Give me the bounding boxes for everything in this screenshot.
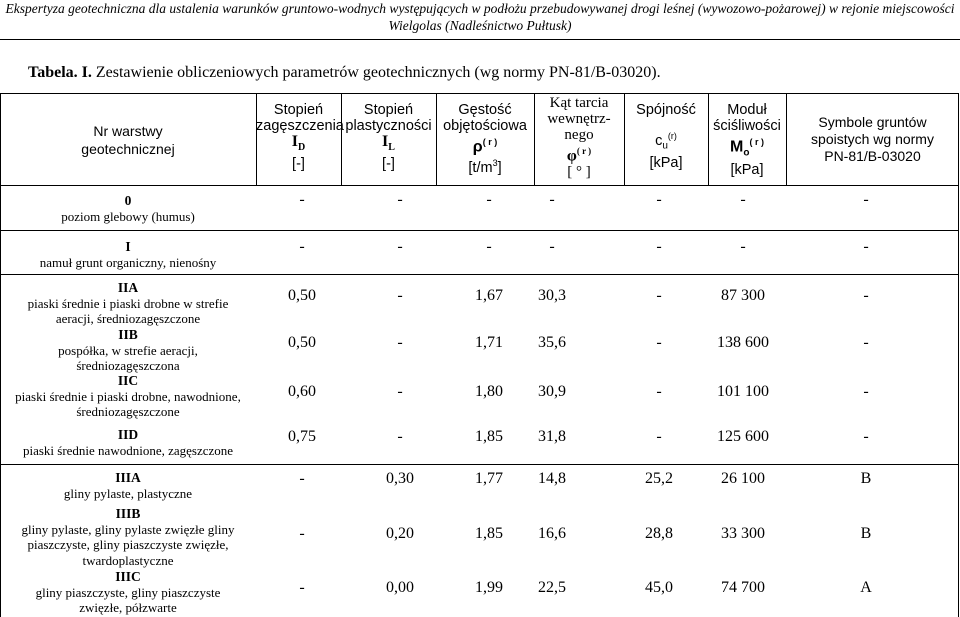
caption-label: Tabela. I. — [28, 64, 92, 81]
value-cell: - — [863, 428, 869, 445]
value-cell: - — [863, 383, 869, 400]
value-cell: - — [656, 428, 662, 445]
row-rule — [0, 230, 959, 231]
row-rule — [0, 274, 959, 275]
value-cell: - — [299, 238, 305, 255]
column-header-cohesion: Spójność $c_u^{(r)}$ [kPa] — [636, 102, 696, 171]
value-cell: 1,85 — [475, 428, 503, 445]
value-cell: - — [486, 238, 492, 255]
value-cell: A — [860, 579, 872, 596]
table-top-rule — [0, 93, 959, 94]
value-cell: - — [397, 287, 403, 304]
column-header-soil-symbols: Symbole gruntów spoistych wg normy PN-81/B-03020 — [811, 114, 934, 164]
header-line-1: Ekspertyza geotechniczna dla ustalenia warunków gruntowo-wodnych występujących w podłożu przebudowywanej drogi leśnej (wywozowo-pożarowej) w rejonie miejscowości — [5, 1, 955, 16]
value-cell: 1,99 — [475, 579, 503, 596]
value-cell: - — [549, 191, 555, 208]
document-header — [0, 0, 960, 34]
layer-cell-I: I namuł grunt organiczny, nienośny — [39, 239, 217, 270]
value-cell: 0,20 — [386, 525, 414, 542]
value-cell: 1,67 — [475, 287, 503, 304]
layer-cell-IIB: IIB pospółka, w strefie aeracji, średniozagęszczona — [58, 327, 198, 373]
value-cell: - — [863, 191, 869, 208]
value-cell: - — [656, 334, 662, 351]
value-cell: 1,71 — [475, 334, 503, 351]
value-cell: - — [397, 428, 403, 445]
value-cell: 45,0 — [645, 579, 673, 596]
value-cell: - — [486, 191, 492, 208]
value-cell: 74 700 — [721, 579, 765, 596]
header-bottom-rule — [0, 185, 959, 186]
value-cell: - — [299, 470, 305, 487]
value-cell: 14,8 — [538, 470, 566, 487]
layer-cell-IIC: IIC piaski średnie i piaski drobne, nawodnione, średniozagęszczone — [15, 373, 241, 419]
value-cell: - — [740, 238, 746, 255]
value-cell: 1,77 — [475, 470, 503, 487]
value-cell: 138 600 — [717, 334, 769, 351]
value-cell: 0,50 — [288, 287, 316, 304]
value-cell: - — [656, 287, 662, 304]
value-cell: - — [397, 383, 403, 400]
value-cell: 1,85 — [475, 525, 503, 542]
layer-cell-IIIB: IIIB gliny pylaste, gliny pylaste zwięzłe gliny piaszczyste, gliny piaszczyste zwięzłe, twardoplastyczne — [21, 506, 235, 568]
value-cell: 28,8 — [645, 525, 673, 542]
value-cell: 0,75 — [288, 428, 316, 445]
column-header-plasticity-index: Stopień plastyczności $I_L$ [-] — [345, 102, 432, 173]
value-cell: 25,2 — [645, 470, 673, 487]
value-cell: - — [397, 238, 403, 255]
value-cell: - — [299, 579, 305, 596]
value-cell: 87 300 — [721, 287, 765, 304]
value-cell: B — [860, 525, 872, 542]
column-header-friction-angle: Kąt tarcia wewnętrz- nego $\varphi^{( r )}$ [ ° ] — [547, 95, 611, 181]
value-cell: - — [863, 287, 869, 304]
column-header-layer: Nr warstwy geotechnicznej — [81, 123, 175, 157]
value-cell: 0,60 — [288, 383, 316, 400]
value-cell: - — [397, 191, 403, 208]
table-caption — [28, 64, 661, 82]
value-cell: 31,8 — [538, 428, 566, 445]
value-cell: - — [863, 238, 869, 255]
value-cell: 125 600 — [717, 428, 769, 445]
layer-cell-IIA: IIA piaski średnie i piaski drobne w strefie aeracji, średniozagęszczone — [27, 280, 229, 326]
value-cell: 0,30 — [386, 470, 414, 487]
column-header-bulk-density: Gęstość objętościowa $\rho^{( r )}$ $[t/m^3]$ — [443, 102, 527, 177]
row-rule — [0, 464, 959, 465]
value-cell: 0,50 — [288, 334, 316, 351]
caption-text: Zestawienie obliczeniowych parametrów geotechnicznych (wg normy PN-81/B-03020). — [91, 64, 661, 81]
value-cell: 101 100 — [717, 383, 769, 400]
value-cell: - — [656, 383, 662, 400]
value-cell: 30,9 — [538, 383, 566, 400]
value-cell: 33 300 — [721, 525, 765, 542]
column-header-density-index: Stopień zagęszczenia $I_D$ [-] — [256, 102, 344, 173]
layer-cell-IIIC: IIIC gliny piaszczyste, gliny piaszczyste zwięzłe, półzwarte — [35, 569, 221, 615]
value-cell: - — [299, 525, 305, 542]
layer-cell-IIIA: IIIA gliny pylaste, plastyczne — [63, 470, 193, 501]
value-cell: - — [656, 191, 662, 208]
value-cell: 1,80 — [475, 383, 503, 400]
value-cell: 35,6 — [538, 334, 566, 351]
value-cell: B — [860, 470, 872, 487]
value-cell: - — [549, 238, 555, 255]
header-line-2: Wielgolas (Nadleśnictwo Pułtusk) — [388, 18, 572, 33]
layer-cell-0: 0 poziom glebowy (humus) — [61, 193, 195, 224]
column-header-modulus: Moduł ściśliwości $M_o^{( r )}$ [kPa] — [713, 102, 781, 178]
value-cell: 30,3 — [538, 287, 566, 304]
value-cell: 0,00 — [386, 579, 414, 596]
value-cell: - — [740, 191, 746, 208]
value-cell: 16,6 — [538, 525, 566, 542]
layer-cell-IID: IID piaski średnie nawodnione, zagęszczone — [22, 427, 234, 458]
value-cell: - — [299, 191, 305, 208]
value-cell: - — [656, 238, 662, 255]
value-cell: - — [863, 334, 869, 351]
value-cell: 22,5 — [538, 579, 566, 596]
value-cell: - — [397, 334, 403, 351]
header-divider — [0, 39, 960, 40]
value-cell: 26 100 — [721, 470, 765, 487]
